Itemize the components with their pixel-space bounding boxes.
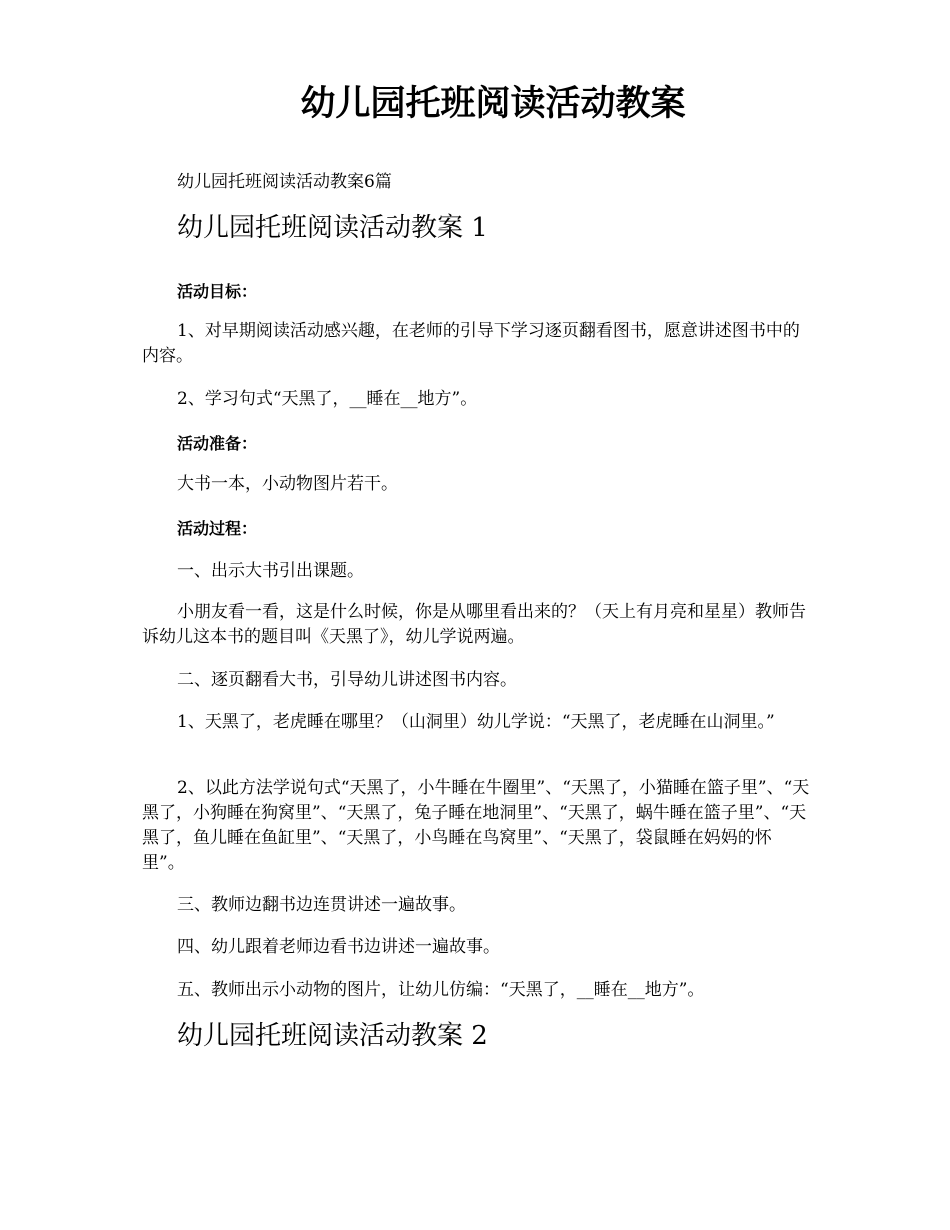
process-step-4: 四、幼儿跟着老师边看书边讲述一遍故事。 xyxy=(177,937,500,957)
section-heading-1: 幼儿园托班阅读活动教案 1 xyxy=(177,213,488,243)
process-step-5: 五、教师出示小动物的图片，让幼儿仿编：“天黑了，__睡在__地方”。 xyxy=(177,980,705,1000)
section-heading-2: 幼儿园托班阅读活动教案 2 xyxy=(177,1021,488,1051)
goal-item-2: 2、学习句式“天黑了，__睡在__地方”。 xyxy=(177,389,478,409)
process-step-3: 三、教师边翻书边连贯讲述一遍故事。 xyxy=(177,895,466,915)
process-step-2: 二、逐页翻看大书，引导幼儿讲述图书内容。 xyxy=(177,670,517,690)
document-title: 幼儿园托班阅读活动教案 xyxy=(300,83,686,124)
document-subtitle: 幼儿园托班阅读活动教案6篇 xyxy=(177,172,392,192)
prep-text: 大书一本，小动物图片若干。 xyxy=(177,474,398,494)
goal-label: 活动目标： xyxy=(177,282,258,301)
process-step-1-detail: 小朋友看一看，这是什么时候，你是从哪里看出来的？（天上有月亮和星星）教师告诉幼儿这本书的题目叫《天黑了》，幼儿学说两遍。 xyxy=(142,602,806,647)
goal-item-1: 1、对早期阅读活动感兴趣，在老师的引导下学习逐页翻看图书，愿意讲述图书中的内容。 xyxy=(142,321,800,366)
process-label: 活动过程： xyxy=(177,519,258,538)
prep-label: 活动准备： xyxy=(177,434,258,453)
process-step-2-item-1: 1、天黑了，老虎睡在哪里？（山洞里）幼儿学说：“天黑了，老虎睡在山洞里。” xyxy=(177,712,775,732)
process-step-1: 一、出示大书引出课题。 xyxy=(177,561,364,581)
process-step-2-item-2: 2、以此方法学说句式“天黑了，小牛睡在牛圈里”、“天黑了，小猫睡在篮子里”、“天黑了，小狗睡在狗窝里”、“天黑了，兔子睡在地洞里”、“天黑了，蜗牛睡在篮子里”、“天黑了，鱼儿睡在鱼缸里”、“天黑了，小鸟睡在鸟窝里”、“天黑了，袋鼠睡在妈妈的怀里”。 xyxy=(142,778,810,873)
